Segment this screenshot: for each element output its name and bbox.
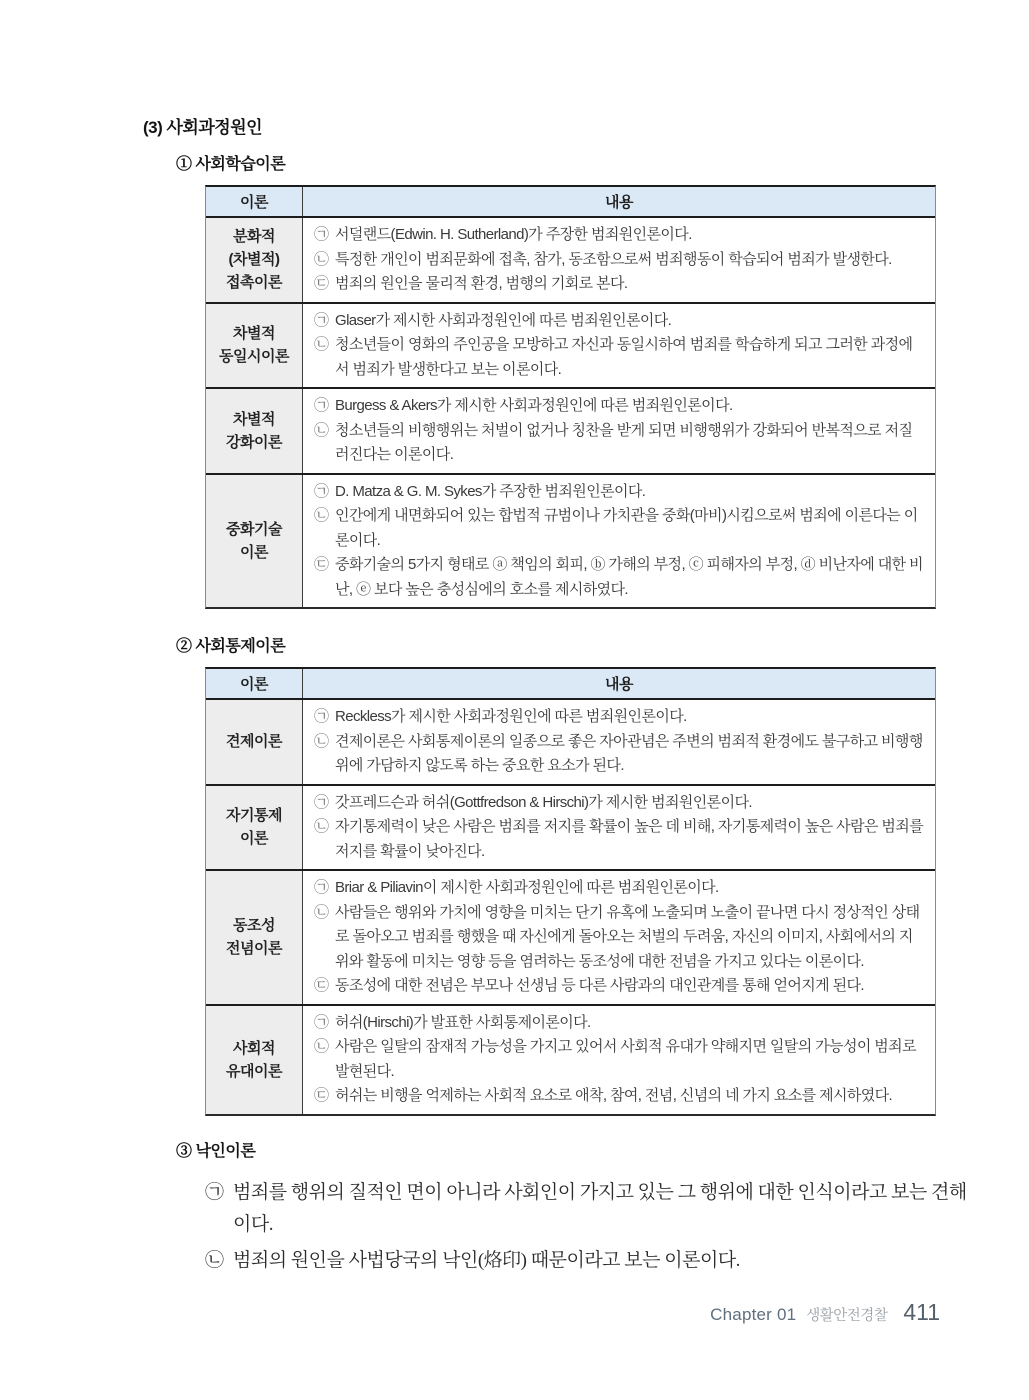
list-item: [314, 419, 925, 468]
theory-label: 차별적: [233, 410, 275, 428]
list-item: [205, 1245, 967, 1277]
theory-label: 이론: [240, 830, 268, 848]
list-item: [314, 553, 925, 602]
theory-label: 사회적: [233, 1039, 275, 1057]
theory-label: 분화적: [233, 228, 275, 246]
item-text: Briar & Piliavin이 제시한 사회과정원인에 따른 범죄원인론이다.: [335, 879, 719, 896]
list-item: [314, 480, 925, 505]
content-cell: [303, 304, 935, 388]
footer-page-number: 411: [903, 1299, 940, 1325]
item-text: 청소년들의 비행행위는 처벌이 없거나 칭찬을 받게 되면 비행행위가 강화되어 반복적으로 저질러진다는 이론이다.: [335, 421, 913, 463]
item-marker: ㉠: [314, 879, 329, 896]
item-text: 특정한 개인이 범죄문화에 접촉, 참가, 동조함으로써 범죄행동이 학습되어 범죄가 발생한다.: [335, 250, 892, 268]
item-marker: ㉠: [314, 793, 329, 811]
item-marker: ㉡: [314, 1038, 329, 1055]
list-item: [314, 1035, 925, 1084]
content-cell: [303, 700, 935, 784]
item-marker: ㉡: [314, 818, 329, 835]
list-item: [205, 1177, 967, 1241]
item-text: Glaser가 제시한 사회과정원인에 따른 범죄원인론이다.: [335, 311, 672, 329]
theory-label: 차별적: [233, 325, 275, 343]
item-marker: ㉠: [314, 226, 329, 243]
theory-label: (차별적): [228, 251, 280, 269]
labeling-theory-section: [205, 1177, 967, 1277]
table-header-content: 내용: [605, 194, 633, 211]
table-row: [206, 387, 935, 473]
list-item: [314, 974, 925, 999]
list-item: [314, 272, 925, 297]
item-text: 사람들은 행위와 가치에 영향을 미치는 단기 유혹에 노출되며 노출이 끝나면 다시 정상적인 상태로 돌아오고 범죄를 행했을 때 자신에게 돌아오는 처벌의 두려움, 자신의 이미지, 사회에서의 지위와 활동에 미치는 영향 등을 염려하는 동조성에 대한 전념을 가지고 있다는 이론이다.: [335, 903, 920, 970]
content-cell: [303, 475, 935, 608]
list-item: [314, 876, 925, 901]
table-row: [206, 473, 935, 608]
item-text: 허쉬는 비행을 억제하는 사회적 요소로 애착, 참여, 전념, 신념의 네 가지 요소를 제시하였다.: [335, 1087, 893, 1104]
list-item: [314, 504, 925, 553]
content-cell: [303, 218, 935, 302]
item-text: 범죄를 행위의 질적인 면이 아니라 사회인이 가지고 있는 그 행위에 대한 인식이라고 보는 견해이다.: [233, 1181, 967, 1235]
theory-cell: [206, 871, 303, 1004]
book-page: [0, 113, 1029, 1281]
table-row: [206, 784, 935, 870]
list-item: [314, 223, 925, 248]
list-item: [314, 901, 925, 975]
theory-label: 전념이론: [226, 940, 282, 958]
theory-cell: [206, 218, 303, 302]
item-marker: ㉡: [314, 903, 329, 921]
item-text: 갓프레드슨과 허쉬(Gottfredson & Hirschi)가 제시한 범죄원인론이다.: [335, 793, 752, 811]
item-text: 허쉬(Hirschi)가 발표한 사회통제이론이다.: [335, 1013, 591, 1031]
item-marker: ㉠: [314, 1013, 329, 1031]
item-marker: ㉢: [314, 275, 329, 292]
theory-label: 동일시이론: [219, 348, 289, 366]
item-text: 자기통제력이 낮은 사람은 범죄를 저지를 확률이 높은 데 비해, 자기통제력이 높은 사람은 범죄를 저지를 확률이 낮아진다.: [335, 818, 924, 860]
social-learning-theory-table: [205, 185, 936, 609]
theory-label: 중화기술: [226, 520, 282, 538]
theory-cell: [206, 304, 303, 388]
content-cell: [303, 1006, 935, 1114]
theory-cell: [206, 786, 303, 870]
list-item: [314, 1084, 925, 1109]
page-footer: [710, 1299, 940, 1326]
page-title: (3) 사회과정원인: [143, 118, 263, 137]
item-marker: ㉡: [314, 250, 329, 268]
content-cell: [303, 871, 935, 1004]
table-row: [206, 1004, 935, 1114]
list-item: [314, 705, 925, 730]
section1-heading: ① 사회학습이론: [176, 156, 286, 173]
item-marker: ㉠: [314, 311, 329, 329]
table-row: [206, 302, 935, 388]
theory-cell: [206, 1006, 303, 1114]
theory-cell: [206, 475, 303, 608]
list-item: [314, 333, 925, 382]
item-marker: ㉢: [314, 556, 329, 573]
item-text: 중화기술의 5가지 형태로 ⓐ 책임의 회피, ⓑ 가해의 부정, ⓒ 피해자의 부정, ⓓ 비난자에 대한 비난, ⓔ 보다 높은 충성심에의 호소를 제시하였다.: [335, 556, 923, 598]
item-marker: ㉠: [314, 482, 329, 500]
theory-label: 견제이론: [226, 733, 282, 751]
theory-cell: [206, 389, 303, 473]
item-text: Reckless가 제시한 사회과정원인에 따른 범죄원인론이다.: [335, 708, 687, 725]
item-text: 견제이론은 사회통제이론의 일종으로 좋은 자아관념은 주변의 범죄적 환경에도 불구하고 비행행위에 가담하지 않도록 하는 중요한 요소가 된다.: [335, 732, 923, 774]
footer-chapter: Chapter 01: [710, 1305, 797, 1324]
item-text: 범죄의 원인을 사법당국의 낙인(烙印) 때문이라고 보는 이론이다.: [233, 1249, 740, 1271]
item-marker: ㉠: [314, 708, 329, 725]
list-item: [314, 1011, 925, 1036]
theory-label: 자기통제: [226, 807, 282, 825]
list-item: [314, 791, 925, 816]
item-text: 동조성에 대한 전념은 부모나 선생님 등 다른 사람과의 대인관계를 통해 얻어지게 된다.: [335, 977, 864, 994]
section2-heading: ② 사회통제이론: [176, 638, 286, 655]
item-marker: ㉡: [205, 1249, 224, 1271]
item-marker: ㉡: [314, 421, 329, 439]
section3-heading: ③ 낙인이론: [176, 1142, 256, 1160]
table-header-theory: 이론: [206, 187, 303, 216]
item-marker: ㉠: [314, 397, 329, 414]
table-row: [206, 216, 935, 302]
item-text: 범죄의 원인을 물리적 환경, 범행의 기회로 본다.: [335, 275, 628, 292]
item-marker: ㉠: [205, 1181, 224, 1203]
table-row: [206, 869, 935, 1004]
table-header-row: [206, 669, 935, 698]
item-marker: ㉡: [314, 507, 329, 524]
item-marker: ㉡: [314, 336, 329, 353]
list-item: [314, 394, 925, 419]
list-item: [314, 730, 925, 779]
theory-label: 강화이론: [226, 433, 282, 451]
item-text: 서덜랜드(Edwin. H. Sutherland)가 주장한 범죄원인론이다.: [335, 226, 692, 243]
social-control-theory-table: [205, 667, 936, 1116]
content-cell: [303, 786, 935, 870]
content-cell: [303, 389, 935, 473]
table-header-content: 내용: [605, 676, 633, 693]
item-text: 청소년들이 영화의 주인공을 모방하고 자신과 동일시하여 범죄를 학습하게 되고 그러한 과정에서 범죄가 발생한다고 보는 이론이다.: [335, 336, 913, 378]
theory-label: 이론: [240, 543, 268, 561]
theory-label: 접촉이론: [226, 274, 282, 292]
list-item: [314, 248, 925, 273]
footer-chapter-title: 생활안전경찰: [806, 1308, 888, 1324]
item-marker: ㉡: [314, 732, 329, 750]
item-text: 인간에게 내면화되어 있는 합법적 규범이나 가치관을 중화(마비)시킴으로써 범죄에 이른다는 이론이다.: [335, 507, 918, 549]
item-marker: ㉢: [314, 1087, 329, 1104]
item-marker: ㉢: [314, 977, 329, 994]
table-row: [206, 698, 935, 784]
theory-cell: [206, 700, 303, 784]
table-header-theory: 이론: [206, 669, 303, 698]
item-text: 사람은 일탈의 잠재적 가능성을 가지고 있어서 사회적 유대가 약해지면 일탈의 가능성이 범죄로 발현된다.: [335, 1038, 916, 1080]
theory-label: 동조성: [233, 917, 275, 935]
table-header-row: [206, 187, 935, 216]
list-item: [314, 815, 925, 864]
list-item: [314, 309, 925, 334]
theory-label: 유대이론: [226, 1062, 282, 1080]
item-text: D. Matza & G. M. Sykes가 주장한 범죄원인론이다.: [335, 482, 646, 500]
item-text: Burgess & Akers가 제시한 사회과정원인에 따른 범죄원인론이다.: [335, 397, 733, 414]
